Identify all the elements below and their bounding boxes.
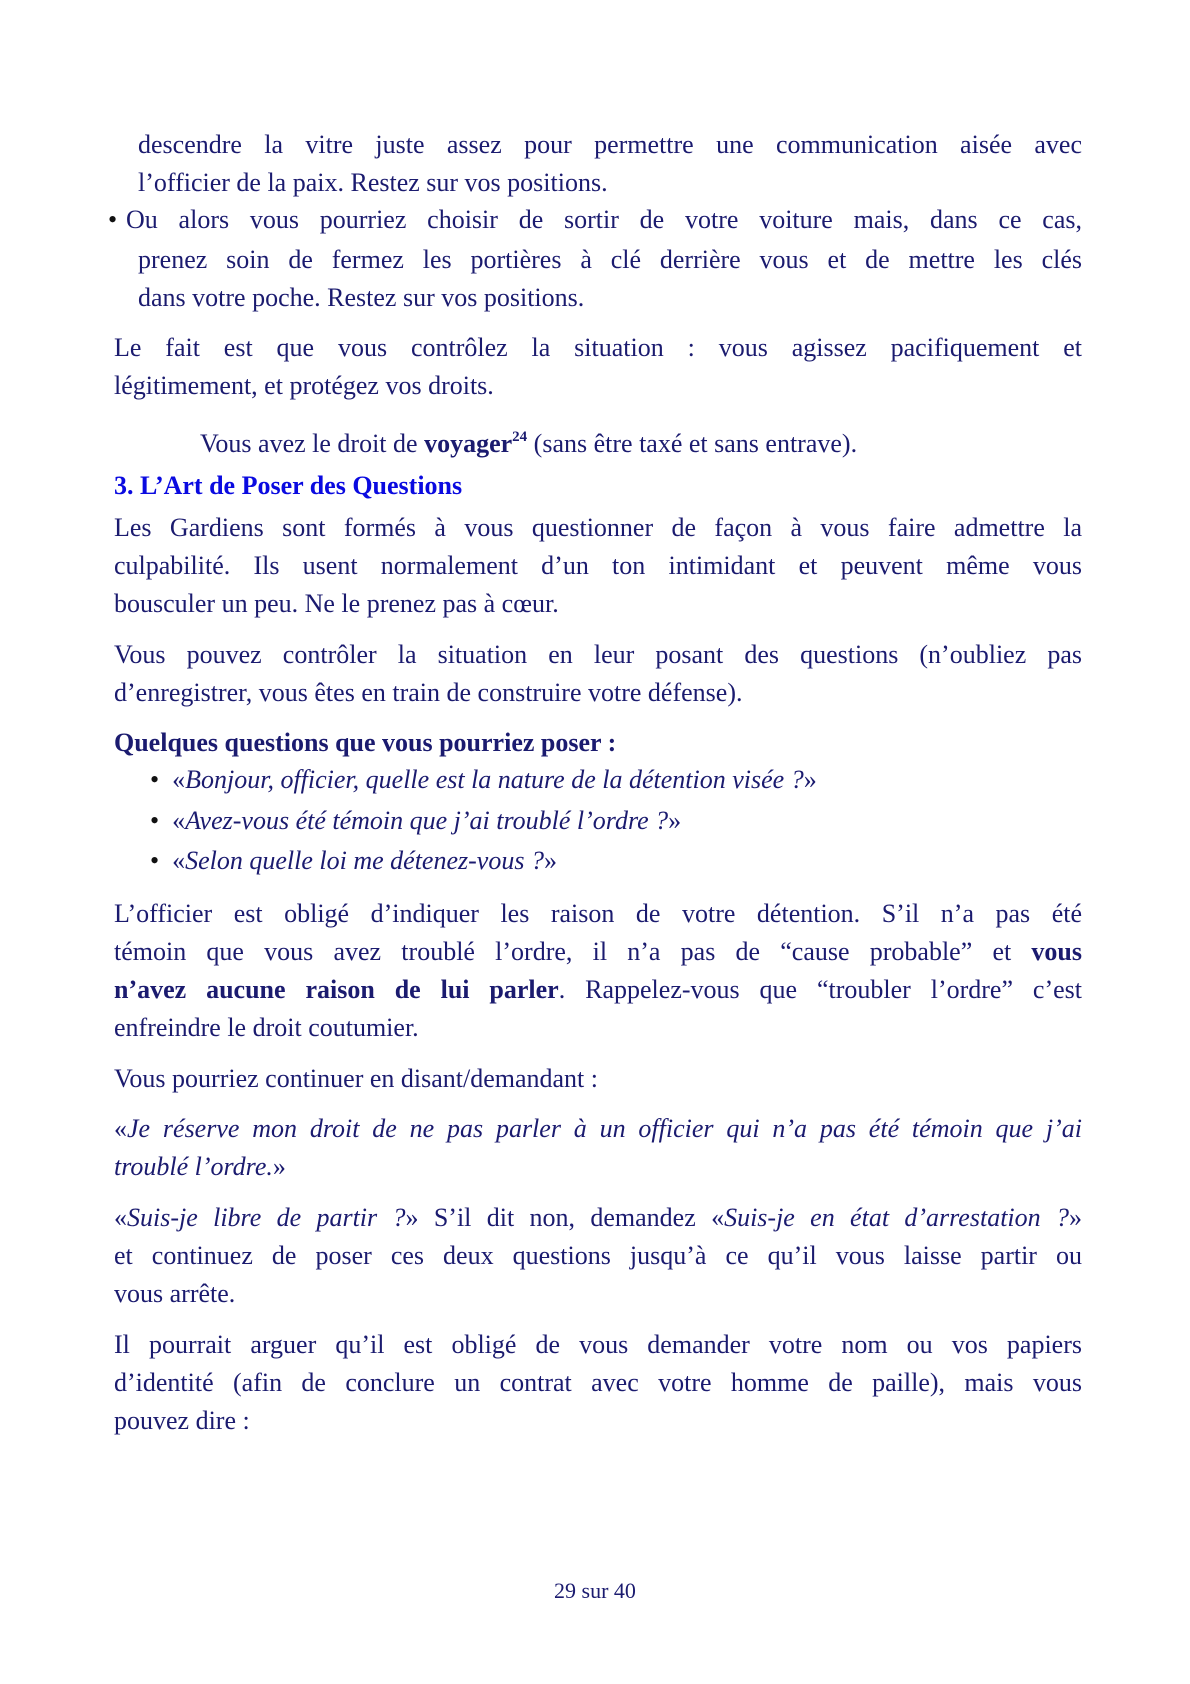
bullet-marker: •: [150, 806, 160, 835]
paragraph-line: n’avez aucune raison de lui parler. Rappelez-vous que “troubler l’ordre” c’est: [114, 975, 1082, 1004]
paragraph-line: Le fait est que vous contrôlez la situation : vous agissez pacifiquement et: [114, 333, 1082, 362]
question-item: • «Bonjour, officier, quelle est la nature de la détention visée ?»: [150, 765, 817, 794]
paragraph-line: vous arrête.: [114, 1279, 236, 1308]
bullet-item-line: dans votre poche. Restez sur vos positions.: [138, 283, 585, 312]
paragraph-line: «Suis-je libre de partir ?» S’il dit non, demandez «Suis-je en état d’arrestation ?»: [114, 1203, 1082, 1232]
quote-line: «Je réserve mon droit de ne pas parler à un officier qui n’a pas été témoin que j’ai: [114, 1114, 1082, 1143]
paragraph-line: d’enregistrer, vous êtes en train de construire votre défense).: [114, 678, 743, 707]
page-number: 29 sur 40: [554, 1578, 636, 1603]
paragraph-line: culpabilité. Ils usent normalement d’un ton intimidant et peuvent même vous: [114, 551, 1082, 580]
paragraph-line: et continuez de poser ces deux questions jusqu’à ce qu’il vous laisse partir ou: [114, 1241, 1082, 1270]
paragraph-line: L’officier est obligé d’indiquer les raison de votre détention. S’il n’a pas été: [114, 899, 1082, 928]
footnote-reference[interactable]: 24: [512, 429, 528, 445]
paragraph-line: témoin que vous avez troublé l’ordre, il n’a pas de “cause probable” et vous: [114, 937, 1082, 966]
bullet-marker: •: [150, 846, 160, 875]
paragraph-line: Vous pourriez continuer en disant/demandant :: [114, 1064, 599, 1093]
bullet-marker: •: [150, 765, 160, 794]
question-item: • «Avez-vous été témoin que j’ai troublé l’ordre ?»: [150, 806, 682, 835]
paragraph-line: légitimement, et protégez vos droits.: [114, 371, 494, 400]
bullet-continuation-line: l’officier de la paix. Restez sur vos positions.: [138, 168, 608, 197]
right-to-travel-statement: Vous avez le droit de voyager$^{24}$ (sans être taxé et sans entrave).: [200, 429, 858, 458]
quote-line: troublé l’ordre.»: [114, 1152, 286, 1181]
paragraph-line: Les Gardiens sont formés à vous questionner de façon à vous faire admettre la: [114, 513, 1082, 542]
paragraph-line: enfreindre le droit coutumier.: [114, 1013, 419, 1042]
paragraph-line: Il pourrait arguer qu’il est obligé de vous demander votre nom ou vos papiers: [114, 1330, 1082, 1359]
paragraph-line: pouvez dire :: [114, 1406, 250, 1435]
paragraph-line: d’identité (afin de conclure un contrat avec votre homme de paille), mais vous: [114, 1368, 1082, 1397]
section-heading: 3. L’Art de Poser des Questions: [114, 471, 463, 500]
question-item: • «Selon quelle loi me détenez-vous ?»: [150, 846, 557, 875]
bullet-marker: •: [108, 205, 118, 234]
bullet-continuation-line: descendre la vitre juste assez pour permettre une communication aisée avec: [138, 130, 1082, 159]
bullet-item-line: Ou alors vous pourriez choisir de sortir de votre voiture mais, dans ce cas,: [126, 205, 1082, 234]
bullet-item-line: prenez soin de fermez les portières à clé derrière vous et de mettre les clés: [138, 245, 1082, 274]
paragraph-line: bousculer un peu. Ne le prenez pas à cœur.: [114, 589, 559, 618]
paragraph-line: Vous pouvez contrôler la situation en leur posant des questions (n’oubliez pas: [114, 640, 1082, 669]
questions-heading: Quelques questions que vous pourriez poser :: [114, 728, 617, 757]
